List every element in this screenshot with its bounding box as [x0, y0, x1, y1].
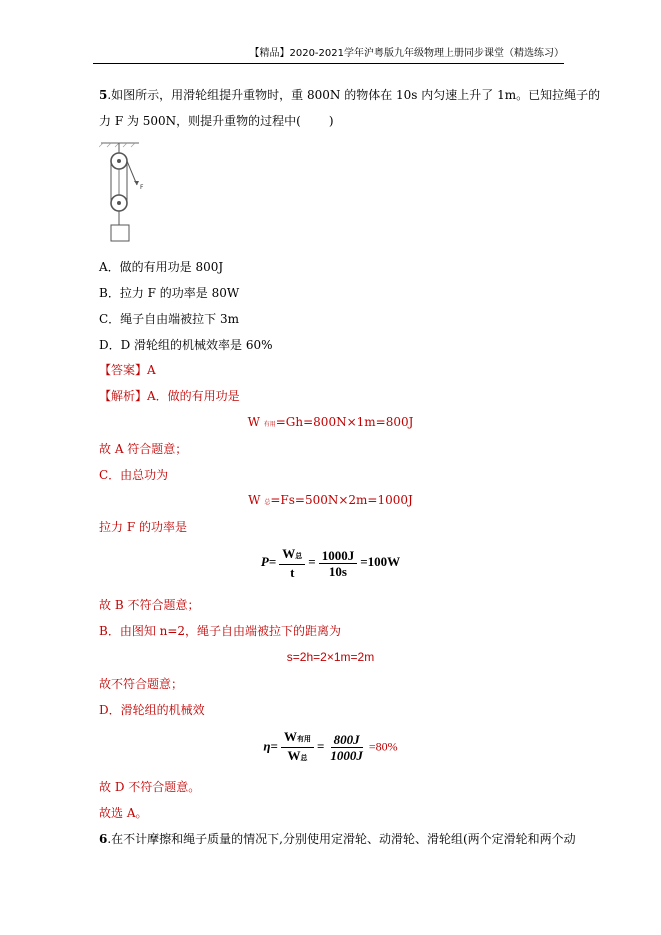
- analysis-a-intro: 【解析】A．做的有用功是: [99, 389, 240, 403]
- final-choice: 故选 A。: [99, 806, 148, 820]
- w-useful-formula: W 有用=Gh=800N×1m=800J: [247, 415, 414, 429]
- analysis-a-conclusion: 故 A 符合题意；: [99, 442, 188, 456]
- pulley-figure: [99, 141, 153, 245]
- w-total-formula: W 总=Fs=500N×2m=1000J: [248, 493, 413, 507]
- q5-number: 5: [99, 88, 108, 102]
- q5-line1: [99, 86, 600, 104]
- option-a: A．做的有用功是 800J: [99, 260, 224, 274]
- analysis-not-fit: 故不符合题意；: [99, 677, 184, 691]
- analysis-b-conclusion: 故 B 不符合题意；: [99, 598, 200, 612]
- q6-line1: [99, 830, 576, 848]
- q5-text-line1: .如图所示，用滑轮组提升重物时，重 800N 的物体在 10s 内匀速上升了 1m。已知拉绳子的: [107, 88, 601, 102]
- q5-text-line2-close: ): [328, 114, 334, 128]
- answer: 【答案】A: [99, 363, 156, 377]
- eta-fraction-2: $\frac{800J}{1000J}$: [330, 732, 363, 763]
- option-b: B．拉力 F 的功率是 80W: [99, 286, 240, 300]
- page-header: 【精品】2020-2021学年沪粤版九年级物理上册同步课堂（精选练习）: [93, 44, 564, 64]
- q6-text: .在不计摩擦和绳子质量的情况下,分别使用定滑轮、动滑轮、滑轮组(两个定滑轮和两个动: [107, 832, 576, 846]
- power-fraction-2: $\frac{1000J}{10s}$: [319, 548, 358, 579]
- w-useful-subscript: 有用: [263, 421, 276, 428]
- w-total-subscript: 总: [264, 499, 271, 506]
- power-formula: P= $\frac{\text{W总}}{t}$ = $\frac{1000J}{10s}$ =100W: [260, 546, 401, 580]
- analysis-b-distance-intro: B．由图知 n=2，绳子自由端被拉下的距离为: [99, 624, 342, 638]
- s-formula: s=2h=2×1m=2m: [286, 650, 375, 664]
- power-intro: 拉力 F 的功率是: [99, 520, 187, 534]
- power-fraction-1: $\frac{\text{W总}}{t}$: [279, 546, 305, 580]
- analysis-d-conclusion: 故 D 不符合题意。: [99, 780, 201, 794]
- analysis-c-total-intro: C．由总功为: [99, 468, 169, 482]
- option-d: D．D 滑轮组的机械效率是 60%: [99, 338, 273, 352]
- q6-number: 6: [99, 832, 108, 846]
- analysis-d-intro: D．滑轮组的机械效: [99, 703, 205, 717]
- eta-formula: η= $\frac{\text{W有用}}{\text{W总}}$ = $\frac{800J}{1000J}$ =80%: [0, 729, 661, 766]
- eta-fraction-1: $\frac{\text{W有用}}{\text{W总}}$: [281, 729, 314, 766]
- q5-text-line2: 力 F 为 500N，则提升重物的过程中(: [99, 114, 301, 128]
- option-c: C．绳子自由端被拉下 3m: [99, 312, 240, 326]
- q5-line2: [99, 112, 334, 130]
- force-label: F: [140, 184, 144, 191]
